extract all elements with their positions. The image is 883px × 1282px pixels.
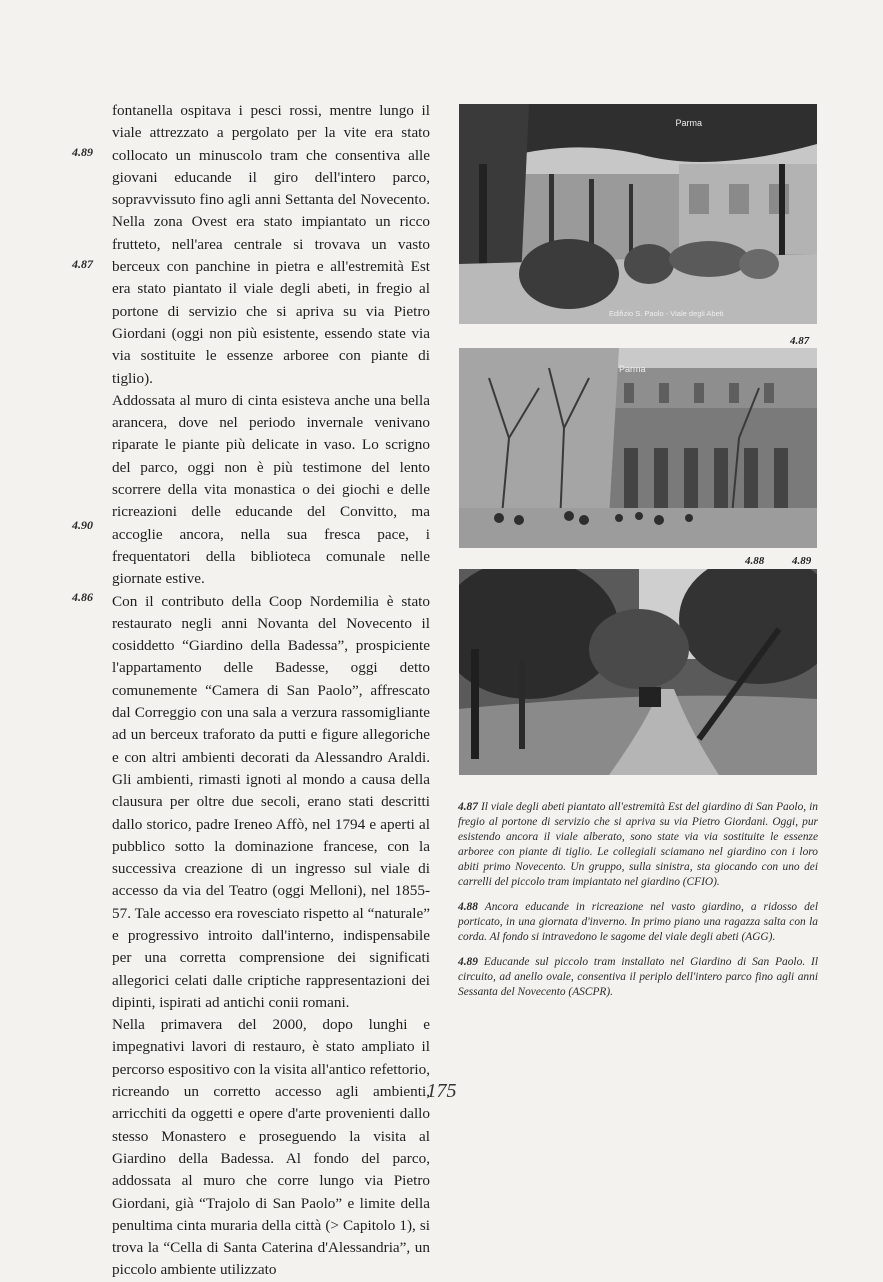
photo-1-city-label: Parma: [675, 118, 702, 128]
photo-viale-abeti-image: [459, 104, 817, 324]
body-paragraph-3: Con il contributo della Coop Nordemilia è stato restaurato negli anni Novanta del Novecento il cosiddetto “Giardino della Badessa”, prospiciente l'appartamento delle Badesse, oggi detto comunemente “Camera di San Paolo”, affrescato dal Correggio con una sala a verzura rassomigliante ad un berceux traforato da putti e figure allegoriche e con altri ambienti decorati da Alessandro Araldi. Gli ambienti, rimasti ignoti al mondo a causa della clausura per oltre due secoli, erano stati descritti dallo storico, padre Ireneo Affò, nel 1794 e aperti al pubblico sotto la dominazione francese, con la successiva creazione di un ingresso sul viale di accesso da via del Teatro (oggi Melloni), nel 1855-57. Tale accesso era rovesciato rispetto al “naturale” e progressivo introito dall'interno, indispensabile per una corretta comprensione dei significati allegorici celati dalle criptiche rappresentazioni dei dipinti, ispirati ad antichi conii romani.: [112, 592, 430, 1011]
photo-2-city-label: Parma: [619, 364, 646, 374]
photo-tram-giardino: [459, 569, 817, 775]
photo-portico-image: [459, 348, 817, 548]
caption-text: Ancora educande in ricreazione nel vasto giardino, a ridosso del porticato, in una giornata d'inverno. In primo piano una ragazza salta con la corda. Al fondo si intravedono le sagome del viale degli abeti (AGG).: [458, 901, 818, 943]
photo-1-number: 4.87: [790, 335, 810, 347]
margin-ref-4-86: 4.86: [72, 590, 93, 604]
caption-4-87: [458, 800, 818, 890]
margin-ref-4-89: 4.89: [72, 145, 93, 159]
caption-ref: 4.89: [458, 956, 478, 968]
body-paragraph-1: fontanella ospitava i pesci rossi, mentre lungo il viale attrezzato a pergolato per la vite era stato collocato un minuscolo tram che consentiva alle giovani educande il giro dell'intero parco, sopravvissuto fino agli anni Settanta del Novecento. Nella zona Ovest era stato impiantato un ricco frutteto, nell'area centrale si trovava un vasto berceux con panchine in pietra e all'estremità Est era stato piantato il viale degli abeti, in fregio al portone di servizio che si apriva su via Pietro Giordani (oggi non più esistente, essendo state via via sostituite le essenze arboree con piante di tiglio).: [112, 102, 430, 387]
photo-portico: [459, 348, 817, 548]
photo-1-footer-label: Edifizio S. Paolo - Viale degli Abeti: [609, 309, 724, 318]
photo-2-number-a: 4.88: [745, 555, 765, 567]
caption-ref: 4.88: [458, 901, 478, 913]
page-number: 175: [426, 1080, 457, 1102]
caption-4-88: [458, 900, 818, 945]
caption-text: Educande sul piccolo tram installato nel Giardino di San Paolo. Il circuito, ad anello ovale, consentiva il periplo dell'intero parco fino agli anni Sessanta del Novecento (ASCPR).: [458, 956, 818, 998]
body-paragraph-4: Nella primavera del 2000, dopo lunghi e impegnativi lavori di restauro, è stato ampliato il percorso espositivo con la visita all'antico refettorio, ricreando un corretto accesso agli ambienti, arricchiti da oggetti e opere d'arte provenienti dallo stesso Monastero e proseguendo la visita al Giardino della Badessa. Al fondo del parco, addossata al muro che corre lungo via Pietro Giordani, già “Trajolo di San Paolo” e limite della penultima cinta muraria della città (> Capitolo 1), si trova la “Cella di Santa Caterina d'Alessandria”, un piccolo ambiente utilizzato: [112, 1016, 430, 1279]
caption-text: Il viale degli abeti piantato all'estremità Est del giardino di San Paolo, in fregio al portone di servizio che si apriva su via Pietro Giordani. Oggi, pur esistendo ancora il viale alberato, sono state via via sostituite le essenze arboree con piante di tiglio. Le collegiali sciamano nel giardino con i loro abiti primo Novecento. Un gruppo, sulla sinistra, sta giocando con uno dei carrelli del piccolo tram impiantato nel giardino (CFIO).: [458, 801, 818, 888]
margin-ref-4-87: 4.87: [72, 257, 93, 271]
body-paragraph-2: Addossata al muro di cinta esisteva anche una bella arancera, dove nel periodo invernale venivano riparate le piante più delicate in vaso. Lo scrigno del parco, oggi non è più testimone del lento scorrere della vita monastica o dei giochi e delle ricreazioni delle educande del Convitto, ma accoglie ancora, nella sua fresca pace, i frequentatori della biblioteca comunale nelle giornate estive.: [112, 391, 430, 588]
photo-2-number-b: 4.89: [792, 555, 812, 567]
photo-captions: [458, 800, 818, 1010]
photo-viale-abeti: [459, 104, 817, 324]
margin-ref-4-90: 4.90: [72, 518, 93, 532]
caption-ref: 4.87: [458, 801, 478, 813]
photo-tram-giardino-image: [459, 569, 817, 775]
body-text-column: [112, 100, 430, 1282]
caption-4-89: [458, 955, 818, 1000]
